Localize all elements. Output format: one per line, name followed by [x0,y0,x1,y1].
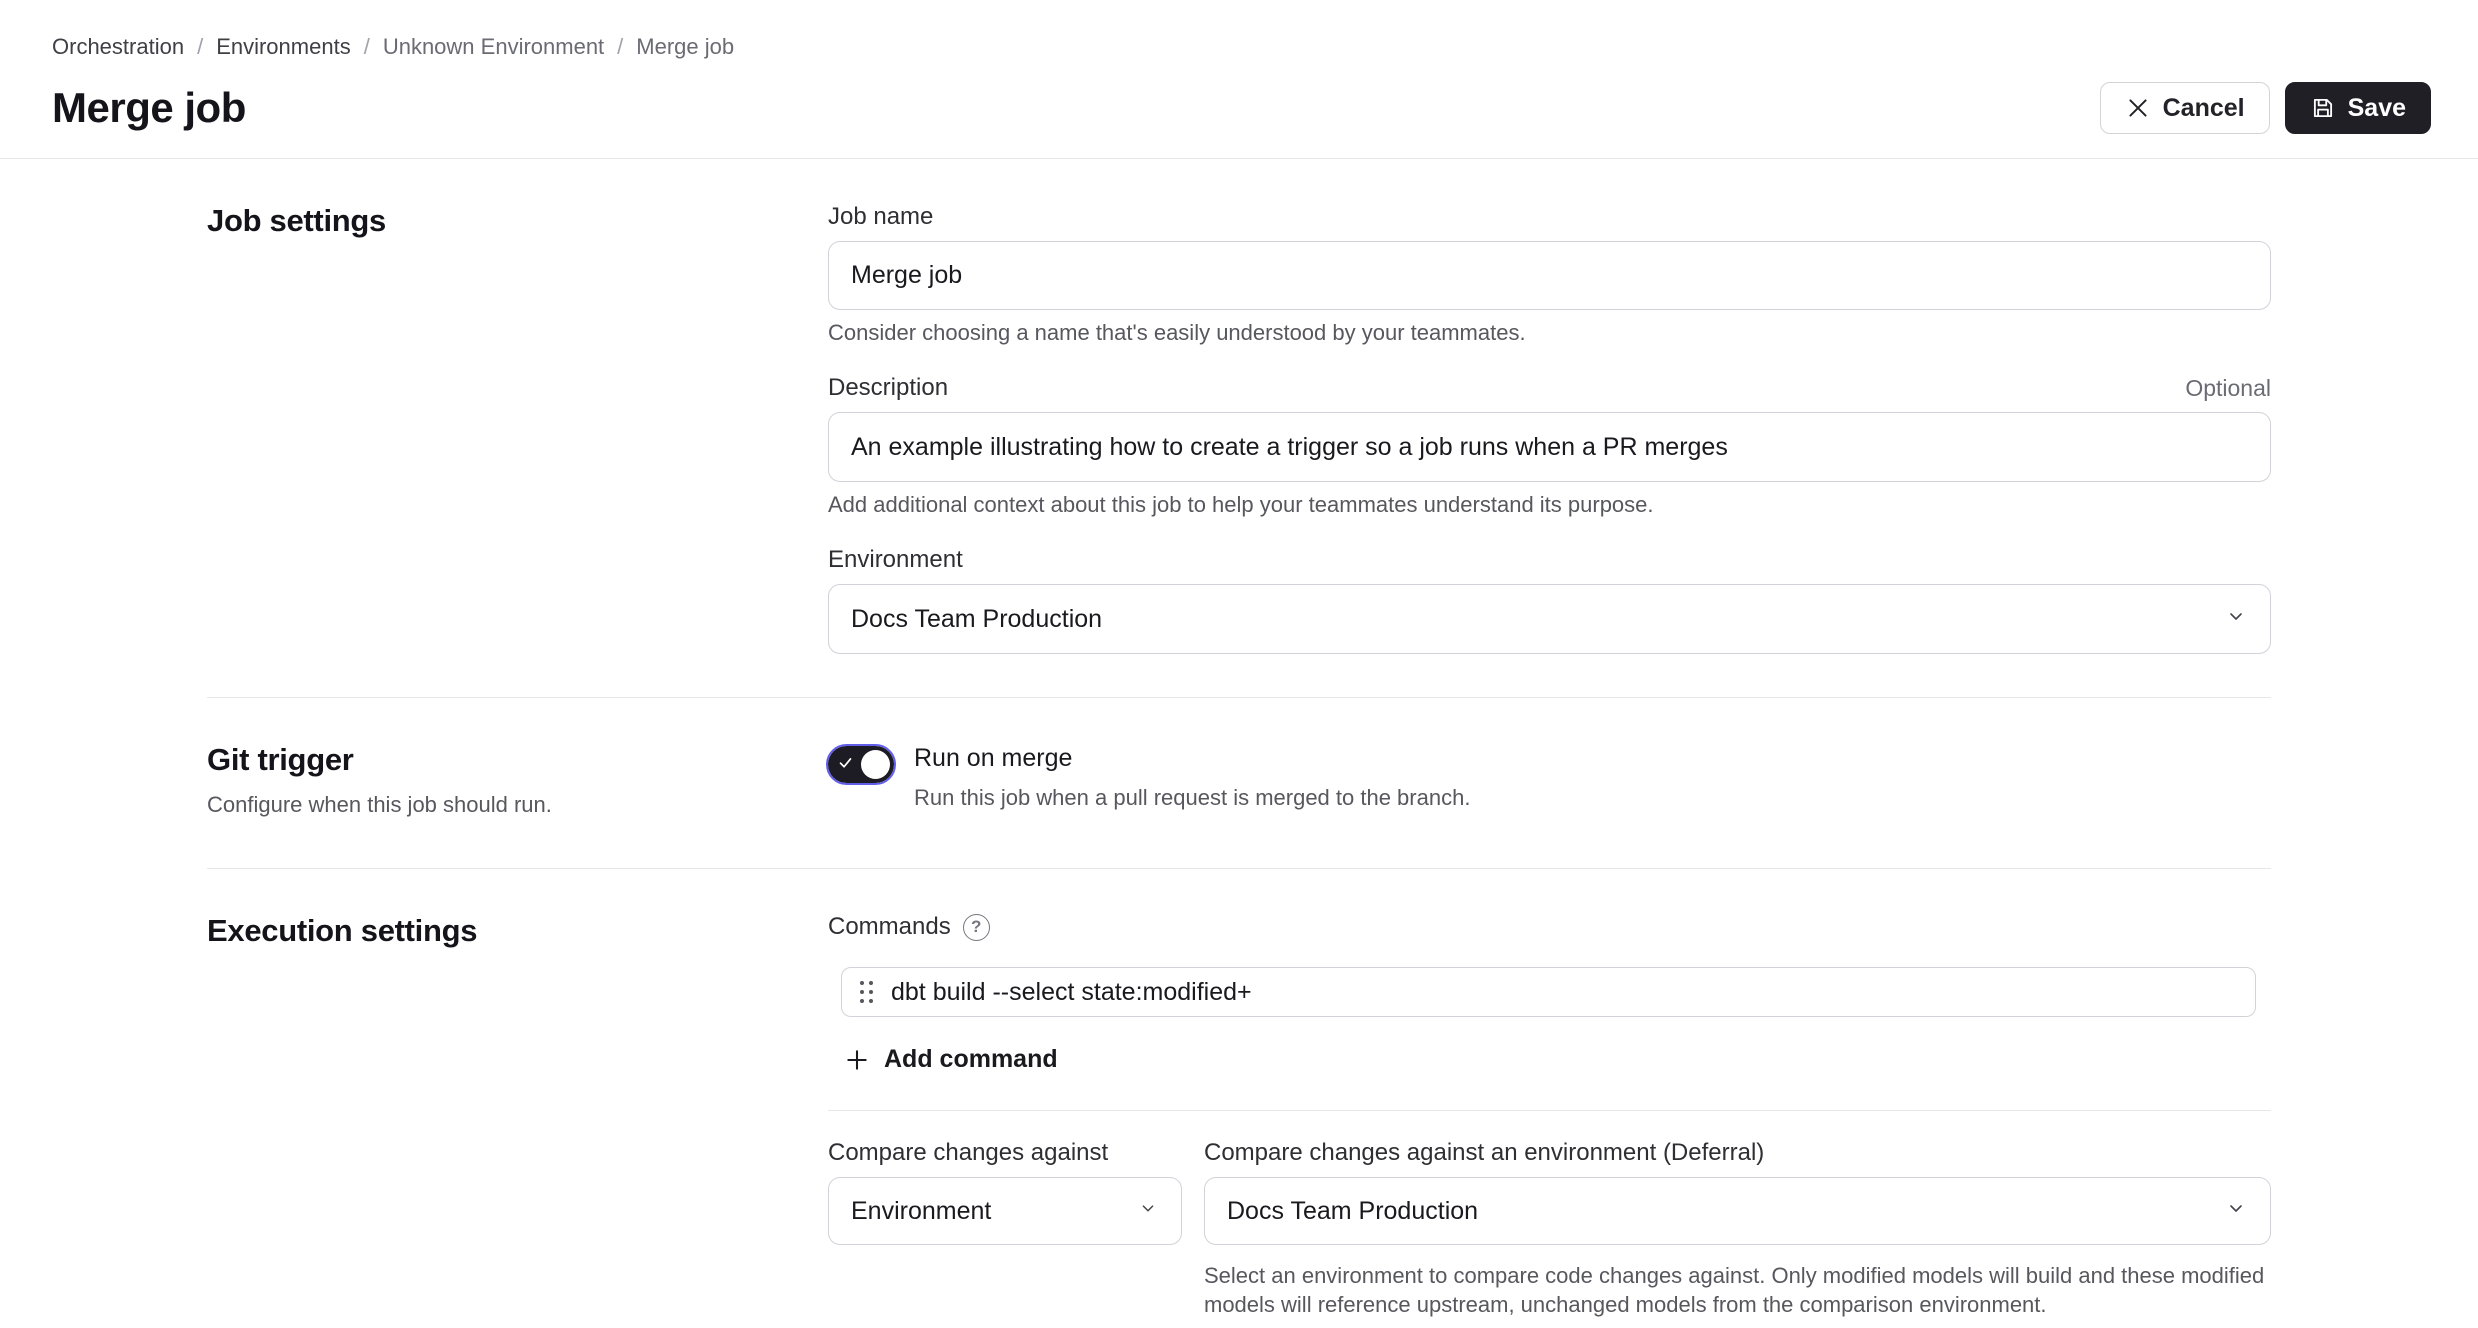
deferral-label: Compare changes against an environment (Deferral) [1204,1139,1765,1166]
job-name-input[interactable] [828,241,2271,310]
execution-settings-heading: Execution settings [207,913,478,948]
save-button[interactable] [2285,82,2431,134]
environment-select-value: Docs Team Production [851,604,1103,633]
run-on-merge-row [828,742,2271,811]
cancel-button[interactable] [2100,82,2270,134]
breadcrumb-orchestration[interactable]: Orchestration [52,34,185,59]
run-on-merge-label: Run on merge [914,744,1073,772]
run-on-merge-description: Run this job when a pull request is merged to the branch. [914,785,1471,810]
git-trigger-heading: Git trigger [207,742,354,777]
breadcrumb [52,34,2431,60]
deferral-group [1204,1139,2271,1245]
breadcrumb-separator: / [197,34,204,59]
job-name-label: Job name [828,203,934,230]
run-on-merge-toggle[interactable] [828,746,894,783]
optional-badge: Optional [2185,374,2271,401]
commands-label: Commands [828,913,951,940]
plus-icon [844,1047,870,1073]
description-helper: Add additional context about this job to help your teammates understand its purpose. [828,492,1654,517]
page-header [0,0,2478,159]
compare-against-label: Compare changes against [828,1139,1109,1166]
command-row [841,967,2256,1017]
commands-label-row [828,913,2271,941]
breadcrumb-separator: / [617,34,624,59]
execution-settings-section [207,869,2271,1319]
job-settings-heading: Job settings [207,203,386,238]
deferral-value: Docs Team Production [1227,1196,1479,1225]
title-row [52,82,2431,134]
compare-against-value: Environment [851,1196,992,1225]
description-input[interactable] [828,412,2271,482]
environment-label: Environment [828,546,963,573]
chevron-down-icon [2224,1196,2248,1227]
save-button-label: Save [2347,93,2406,122]
job-settings-form-col [828,203,2271,654]
command-input[interactable]: dbt build --select state:modified+ [891,977,1252,1006]
job-name-helper: Consider choosing a name that's easily understood by your teammates. [828,320,1526,345]
compare-against-group [828,1139,1182,1245]
execution-settings-form-col [828,913,2271,1319]
check-icon [837,754,854,776]
compare-grid [828,1139,2271,1319]
git-trigger-section [207,698,2271,869]
toggle-knob [861,750,890,779]
header-actions [2100,82,2431,134]
page-title: Merge job [52,84,246,131]
breadcrumb-environments[interactable]: Environments [216,34,351,59]
save-icon [2310,95,2336,121]
question-circle-icon[interactable]: ? [963,914,990,941]
add-command-label: Add command [884,1045,1058,1073]
execution-settings-heading-col [207,913,828,1319]
run-on-merge-text [914,744,1470,811]
deferral-helper: Select an environment to compare code changes against. Only modified models will build and these modified models will reference upstream, unchanged models from the comparison environment. [1204,1263,2265,1317]
close-icon [2125,95,2151,121]
description-label: Description [828,374,949,401]
commands-divider [828,1110,2271,1111]
git-trigger-heading-col [207,742,828,818]
chevron-down-icon [1137,1197,1159,1226]
git-trigger-form-col [828,742,2271,818]
add-command-button[interactable] [844,1045,1058,1074]
chevron-down-icon [2224,604,2248,635]
compare-against-select[interactable] [828,1177,1182,1245]
breadcrumb-merge-job: Merge job [636,34,735,59]
breadcrumb-separator: / [363,34,370,59]
merge-job-form [0,159,2478,1319]
environment-group [828,546,2271,654]
description-group [828,374,2271,518]
breadcrumb-unknown-environment[interactable]: Unknown Environment [382,34,605,59]
environment-select[interactable] [828,584,2271,654]
git-trigger-subheading: Configure when this job should run. [207,792,552,817]
job-name-group [828,203,2271,346]
job-settings-section [207,159,2271,698]
drag-handle-icon[interactable] [860,981,873,1003]
cancel-button-label: Cancel [2162,93,2245,122]
deferral-select[interactable] [1204,1177,2271,1245]
job-settings-heading-col [207,203,828,654]
